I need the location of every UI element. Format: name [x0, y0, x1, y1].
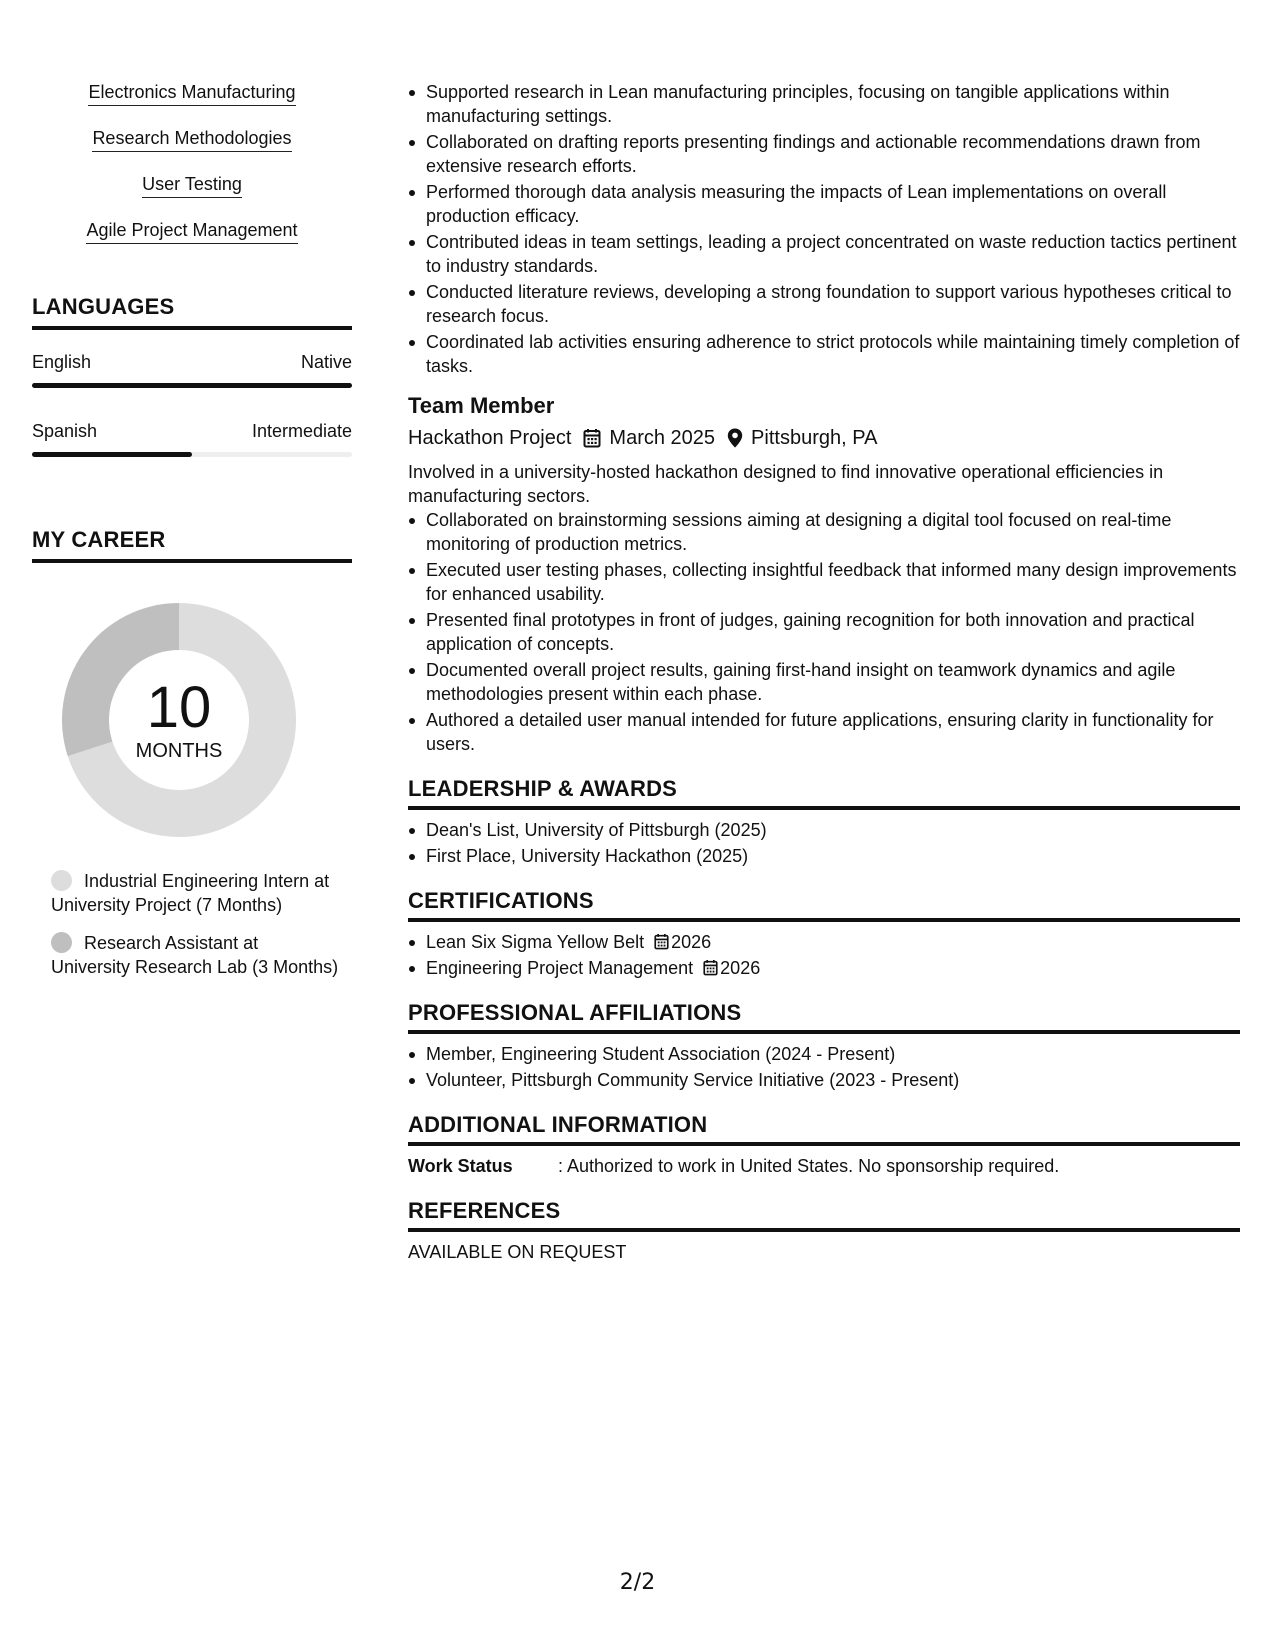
calendar-icon [654, 933, 669, 950]
list-item: Presented final prototypes in front of judges, gaining recognition for both innovation and practical application of concepts. [408, 608, 1240, 656]
language-level: Native [300, 352, 352, 372]
job-description: Involved in a university-hosted hackathon designed to find innovative operational efficiencies in manufacturing sectors. [408, 462, 1164, 506]
list-item: Volunteer, Pittsburgh Community Service Initiative (2023 - Present) [408, 1068, 1240, 1092]
language-spanish [32, 419, 352, 457]
career-title: MY CAREER [32, 527, 352, 563]
career-donut-chart [56, 597, 302, 843]
additional-info-title: ADDITIONAL INFORMATION [408, 1112, 1240, 1146]
language-proficiency-fill [32, 383, 352, 388]
legend-item [51, 931, 341, 979]
list-item: Member, Engineering Student Association (2024 - Present) [408, 1042, 1240, 1066]
list-item: Documented overall project results, gaining first-hand insight on teamwork dynamics and agile methodologies present within each phase. [408, 658, 1240, 706]
language-proficiency-fill [32, 452, 192, 457]
list-item: Executed user testing phases, collecting insightful feedback that informed many design improvements for enhanced usability. [408, 558, 1240, 606]
skill-item: Research Methodologies [92, 126, 291, 152]
certifications-title: CERTIFICATIONS [408, 888, 1240, 922]
language-proficiency-bar [32, 383, 352, 388]
career-legend [51, 869, 341, 979]
list-item [408, 956, 1240, 980]
work-status-value: : Authorized to work in United States. No sponsorship required. [558, 1156, 1060, 1176]
list-item: Supported research in Lean manufacturing principles, focusing on tangible applications within manufacturing settings. [408, 80, 1240, 128]
language-proficiency-bar [32, 452, 352, 457]
page-number: 2/2 [619, 1570, 656, 1595]
list-item: Contributed ideas in team settings, leading a project concentrated on waste reduction tactics pertinent to industry standards. [408, 230, 1240, 278]
list-item: First Place, University Hackathon (2025) [408, 844, 1240, 868]
job-meta [408, 424, 1240, 452]
skill-item: Agile Project Management [86, 218, 297, 244]
legend-label: Research Assistant at University Research Lab (3 Months) [51, 933, 339, 977]
map-pin-icon [727, 428, 743, 448]
references-title: REFERENCES [408, 1198, 1240, 1232]
list-item [408, 930, 1240, 954]
list-item: Collaborated on brainstorming sessions aiming at designing a digital tool focused on real-time monitoring of production metrics. [408, 508, 1240, 556]
leadership-list [408, 818, 1240, 868]
affiliations-title: PROFESSIONAL AFFILIATIONS [408, 1000, 1240, 1034]
language-name: English [32, 352, 92, 372]
certification-name: Engineering Project Management [426, 958, 694, 978]
career-total-value: 10 [146, 675, 212, 740]
calendar-icon [583, 428, 601, 448]
certification-year: 2026 [671, 932, 712, 952]
certification-year: 2026 [720, 958, 761, 978]
work-status-row [408, 1154, 1240, 1178]
legend-item [51, 869, 341, 917]
list-item: Authored a detailed user manual intended for future applications, ensuring clarity in functionality for users. [408, 708, 1240, 756]
work-status-label: Work Status [408, 1156, 513, 1176]
legend-label: Industrial Engineering Intern at University Project (7 Months) [51, 871, 330, 915]
language-level: Intermediate [251, 421, 352, 441]
skills-list [32, 80, 352, 264]
references-text: AVAILABLE ON REQUEST [408, 1242, 627, 1262]
languages-title: LANGUAGES [32, 294, 352, 330]
list-item: Conducted literature reviews, developing a strong foundation to support various hypotheses critical to research focus. [408, 280, 1240, 328]
career-total-unit: MONTHS [135, 740, 223, 762]
left-column [32, 80, 352, 993]
certification-name: Lean Six Sigma Yellow Belt [426, 932, 645, 952]
calendar-icon [703, 959, 718, 976]
skill-item: Electronics Manufacturing [88, 80, 295, 106]
list-item: Collaborated on drafting reports presenting findings and actionable recommendations drawn from extensive research efforts. [408, 130, 1240, 178]
right-column [408, 80, 1240, 1264]
job-date: March 2025 [609, 427, 716, 449]
list-item: Dean's List, University of Pittsburgh (2025) [408, 818, 1240, 842]
list-item: Coordinated lab activities ensuring adherence to strict protocols while maintaining timely completion of tasks. [408, 330, 1240, 378]
job-company: Hackathon Project [408, 427, 572, 449]
language-name: Spanish [32, 421, 98, 441]
job-bullets [408, 508, 1240, 756]
skill-item: User Testing [142, 172, 242, 198]
job-location: Pittsburgh, PA [751, 427, 878, 449]
affiliations-list [408, 1042, 1240, 1092]
legend-swatch [51, 932, 72, 953]
legend-swatch [51, 870, 72, 891]
leadership-title: LEADERSHIP & AWARDS [408, 776, 1240, 810]
certifications-list [408, 930, 1240, 980]
job-title: Team Member [408, 393, 555, 418]
list-item: Performed thorough data analysis measuring the impacts of Lean implementations on overall production efficacy. [408, 180, 1240, 228]
language-english [32, 350, 352, 388]
previous-job-bullets [408, 80, 1240, 378]
